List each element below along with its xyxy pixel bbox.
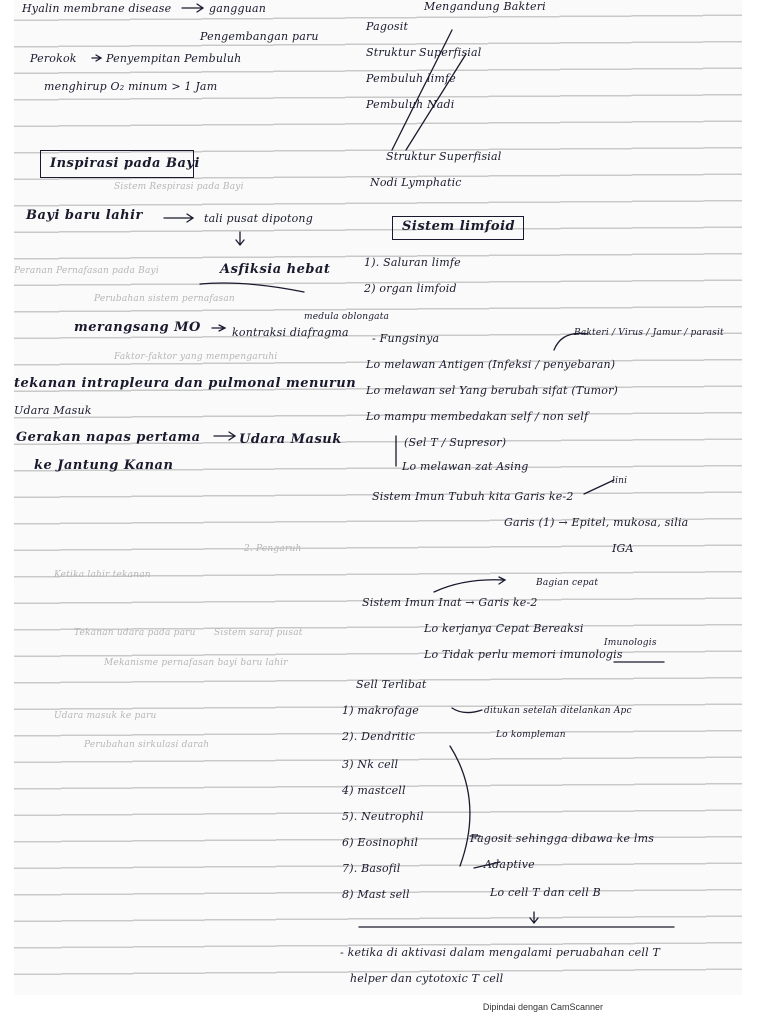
note-line: Lo melawan Antigen (Infeksi / penyebaran)	[366, 358, 616, 371]
note-line: Asfiksia hebat	[220, 262, 331, 277]
cell-list-item: 6) Eosinophil	[342, 836, 419, 849]
bleed-text: 2. Pengaruh	[244, 544, 302, 554]
note-line: Pembuluh limfe	[366, 72, 457, 85]
cell-list-item: 7). Basofil	[342, 862, 401, 875]
bleed-text: Ketika lahir tekanan	[54, 570, 151, 580]
section-heading: Sistem limfoid	[402, 219, 516, 234]
note-line: Imunologis	[604, 638, 657, 648]
note-line: ke Jantung Kanan	[34, 458, 174, 473]
note-line: Fagosit sehingga dibawa ke lms	[470, 832, 655, 845]
note-line: medula oblongata	[304, 312, 390, 322]
note-line: - ketika di aktivasi dalam mengalami peruabahan cell T	[340, 946, 661, 959]
note-line: Penyempitan Pembuluh	[106, 52, 242, 65]
note-line: tali pusat dipotong	[204, 212, 313, 225]
note-line: Lo mampu membedakan self / non self	[366, 410, 589, 423]
note-line: kontraksi diafragma	[232, 326, 349, 339]
cell-list-item: 2). Dendritic	[342, 730, 416, 743]
note-line: Lo melawan zat Asing	[402, 460, 529, 473]
bleed-text: Tekanan udara pada paru	[74, 628, 196, 638]
note-line: Garis (1) → Epitel, mukosa, silia	[504, 516, 689, 529]
note-line: merangsang MO	[74, 320, 201, 335]
note-line: helper dan cytotoxic T cell	[350, 972, 504, 985]
note-line: Lo kerjanya Cepat Bereaksi	[424, 622, 584, 635]
note-line: Hyalin membrane disease	[22, 2, 172, 15]
note-line: IGA	[612, 542, 634, 555]
note-line: (Sel T / Supresor)	[404, 436, 507, 449]
notebook-page	[14, 0, 742, 995]
note-line: Sistem Imun Tubuh kita Garis ke-2	[372, 490, 574, 503]
note-line: Perokok	[30, 52, 77, 65]
bleed-text: Udara masuk ke paru	[54, 711, 157, 721]
cell-list-item: 4) mastcell	[342, 784, 406, 797]
cell-list-item: 8) Mast sell	[342, 888, 410, 901]
note-line: Pagosit	[366, 20, 409, 33]
note-line: Gerakan napas pertama	[16, 430, 201, 445]
note-line: Mengandung Bakteri	[424, 0, 546, 13]
note-line: gangguan	[209, 2, 267, 15]
note-line: ditukan setelah ditelankan Apc	[484, 706, 632, 716]
bleed-text: Perubahan sirkulasi darah	[84, 740, 210, 750]
note-line: Pengembangan paru	[200, 30, 319, 43]
scanner-watermark: Dipindai dengan CamScanner	[482, 1002, 603, 1012]
bleed-text: Sistem Respirasi pada Bayi	[114, 182, 244, 192]
note-line: 2) organ limfoid	[364, 282, 457, 295]
note-line: 1). Saluran limfe	[364, 256, 461, 269]
note-line: lini	[612, 476, 628, 486]
cell-list-item: 1) makrofage	[342, 704, 419, 717]
bleed-text: Sistem saraf pusat	[214, 628, 303, 638]
note-line: Udara Masuk	[14, 404, 92, 417]
note-line: Bagian cepat	[536, 578, 599, 588]
note-line: Lo Tidak perlu memori imunologis	[424, 648, 623, 661]
note-line: Bakteri / Virus / Jamur / parasit	[574, 328, 724, 338]
bleed-text: Perubahan sistem pernafasan	[94, 294, 235, 304]
note-line: Lo melawan sel Yang berubah sifat (Tumor)	[366, 384, 619, 397]
bleed-text: Mekanisme pernafasan bayi baru lahir	[104, 658, 288, 668]
section-heading: Inspirasi pada Bayi	[50, 156, 200, 171]
cell-list-item: 5). Neutrophil	[342, 810, 424, 823]
note-line: Udara Masuk	[239, 432, 342, 447]
note-line: Sell Terlibat	[356, 678, 427, 691]
note-line: Struktur Superfisial	[366, 46, 482, 59]
note-line: Sistem Imun Inat → Garis ke-2	[362, 596, 538, 609]
note-line: Lo cell T dan cell B	[490, 886, 601, 899]
bleed-text: Peranan Pernafasan pada Bayi	[14, 266, 159, 276]
note-line: Nodi Lymphatic	[370, 176, 462, 189]
note-line: Pembuluh Nadi	[366, 98, 455, 111]
note-line: - Fungsinya	[372, 332, 440, 345]
note-line: Bayi baru lahir	[26, 208, 143, 223]
note-line: menghirup O₂ minum > 1 Jam	[44, 80, 218, 93]
cell-list-item: 3) Nk cell	[342, 758, 399, 771]
note-line: Struktur Superfisial	[386, 150, 502, 163]
note-line: Adaptive	[484, 858, 535, 871]
bleed-text: Faktor-faktor yang mempengaruhi	[114, 352, 278, 362]
note-line: Lo kompleman	[496, 730, 566, 740]
note-line: tekanan intrapleura dan pulmonal menurun	[14, 376, 357, 391]
